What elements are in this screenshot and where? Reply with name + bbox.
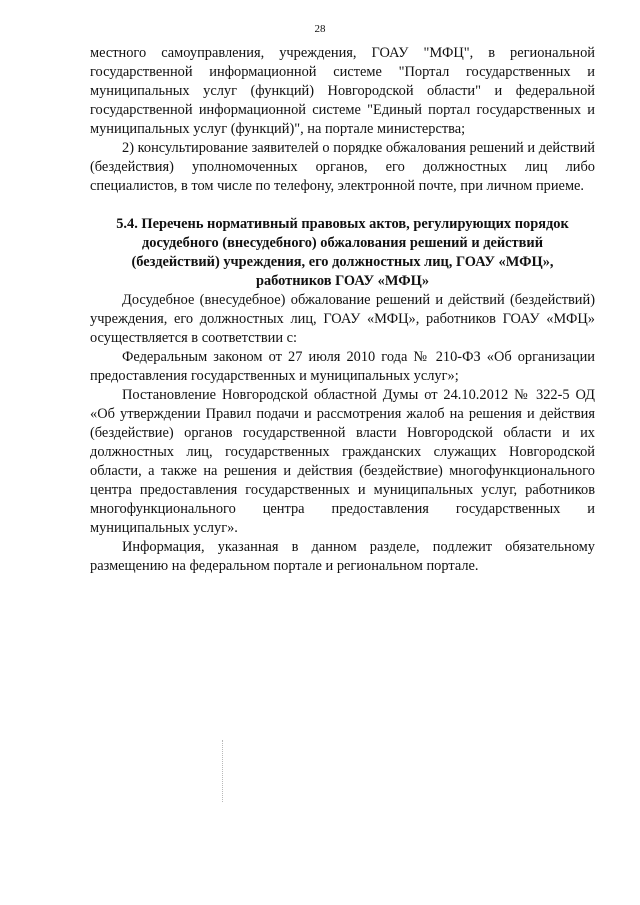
paragraph-federal-law: Федеральным законом от 27 июля 2010 года № 210-ФЗ «Об организации предоставления государственных и муниципальных услуг»; <box>90 349 595 384</box>
paragraph-consultation: 2) консультирование заявителей о порядке обжалования решений и действий (бездействия) уполномоченных органов, его должностных лиц либо специалистов, в том числе по телефону, электронной почте, при личном приеме. <box>90 140 595 194</box>
paragraph-appeal-basis: Досудебное (внесудебное) обжалование решений и действий (бездействий) учреждения, его должностных лиц, ГОАУ «МФЦ», работников ГОАУ «МФЦ» осуществляется в соответствии с: <box>90 292 595 346</box>
document-body <box>90 44 595 576</box>
paragraph-continuation: местного самоуправления, учреждения, ГОАУ "МФЦ", в региональной государственной информационной системе "Портал государственных и муниципальных услуг (функций) Новгородской области" и федеральной государственной информационной системе "Единый портал государственных и муниципальных услуг (функций)", на портале министерства; <box>90 45 595 137</box>
scan-artifact-line <box>222 740 224 802</box>
section-heading: 5.4. Перечень нормативный правовых актов, регулирующих порядок досудебного (внесудебного) обжалования решений и действий (бездействий) учреждения, его должностных лиц, ГОАУ «МФЦ», работников ГОАУ «МФЦ» <box>116 216 569 289</box>
paragraph-regulation: Постановление Новгородской областной Думы от 24.10.2012 № 322-5 ОД «Об утверждении Правил подачи и рассмотрения жалоб на решения и действия (бездействие) органов государственной власти Новгородской области и их должностных лиц, государственных гражданских служащих Новгородской области, а также на решения и действия (бездействие) многофункционального центра предоставления государственных и муниципальных услуг, работников многофункционального центра предоставления государственных и муниципальных услуг». <box>90 387 595 536</box>
page-number: 28 <box>314 23 326 35</box>
spacer <box>90 196 595 215</box>
paragraph-information-placement: Информация, указанная в данном разделе, подлежит обязательному размещению на федеральном портале и региональном портале. <box>90 539 595 574</box>
